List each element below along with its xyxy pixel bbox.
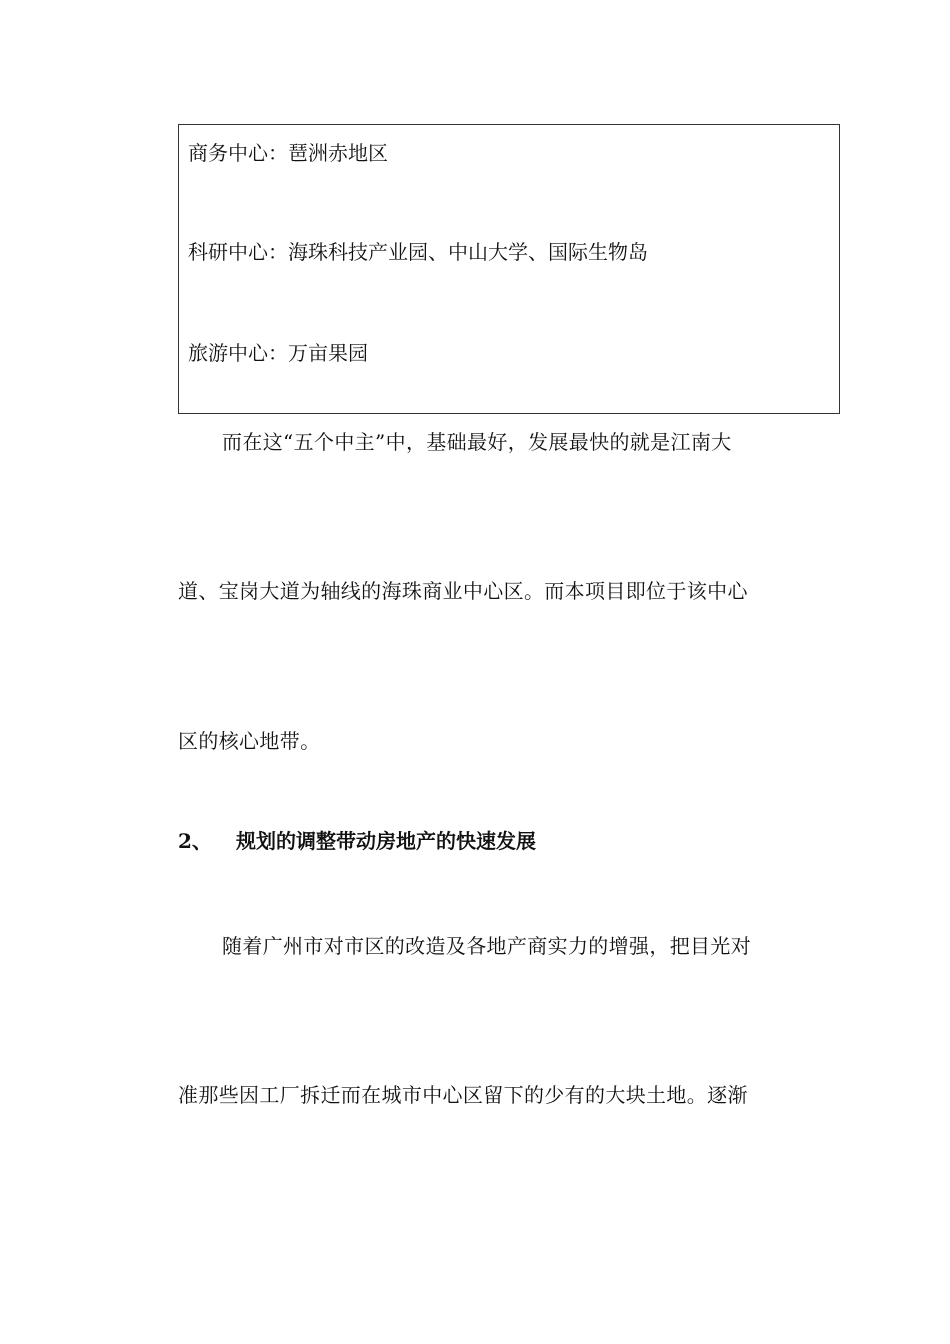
section-heading <box>178 827 536 855</box>
paragraph-2-line-2: 准那些因工厂拆迁而在城市中心区留下的少有的大块土地。逐渐 <box>178 1083 748 1107</box>
paragraph-2-line-1: 随着广州市对市区的改造及各地产商实力的增强，把目光对 <box>222 934 752 958</box>
paragraph-1-line-2: 道、宝岗大道为轴线的海珠商业中心区。而本项目即位于该中心 <box>178 579 748 603</box>
section-number: 2、 <box>178 829 212 853</box>
bordered-text-box <box>178 124 840 414</box>
box-line-business-center: 商务中心：琶洲赤地区 <box>188 141 388 165</box>
box-line-tourism-center: 旅游中心：万亩果园 <box>188 341 368 365</box>
paragraph-1-line-1: 而在这“五个中主”中，基础最好，发展最快的就是江南大 <box>222 430 732 454</box>
box-line-research-center: 科研中心：海珠科技产业园、中山大学、国际生物岛 <box>188 240 648 264</box>
section-title: 规划的调整带动房地产的快速发展 <box>236 829 536 853</box>
paragraph-1-line-3: 区的核心地带。 <box>178 729 321 753</box>
